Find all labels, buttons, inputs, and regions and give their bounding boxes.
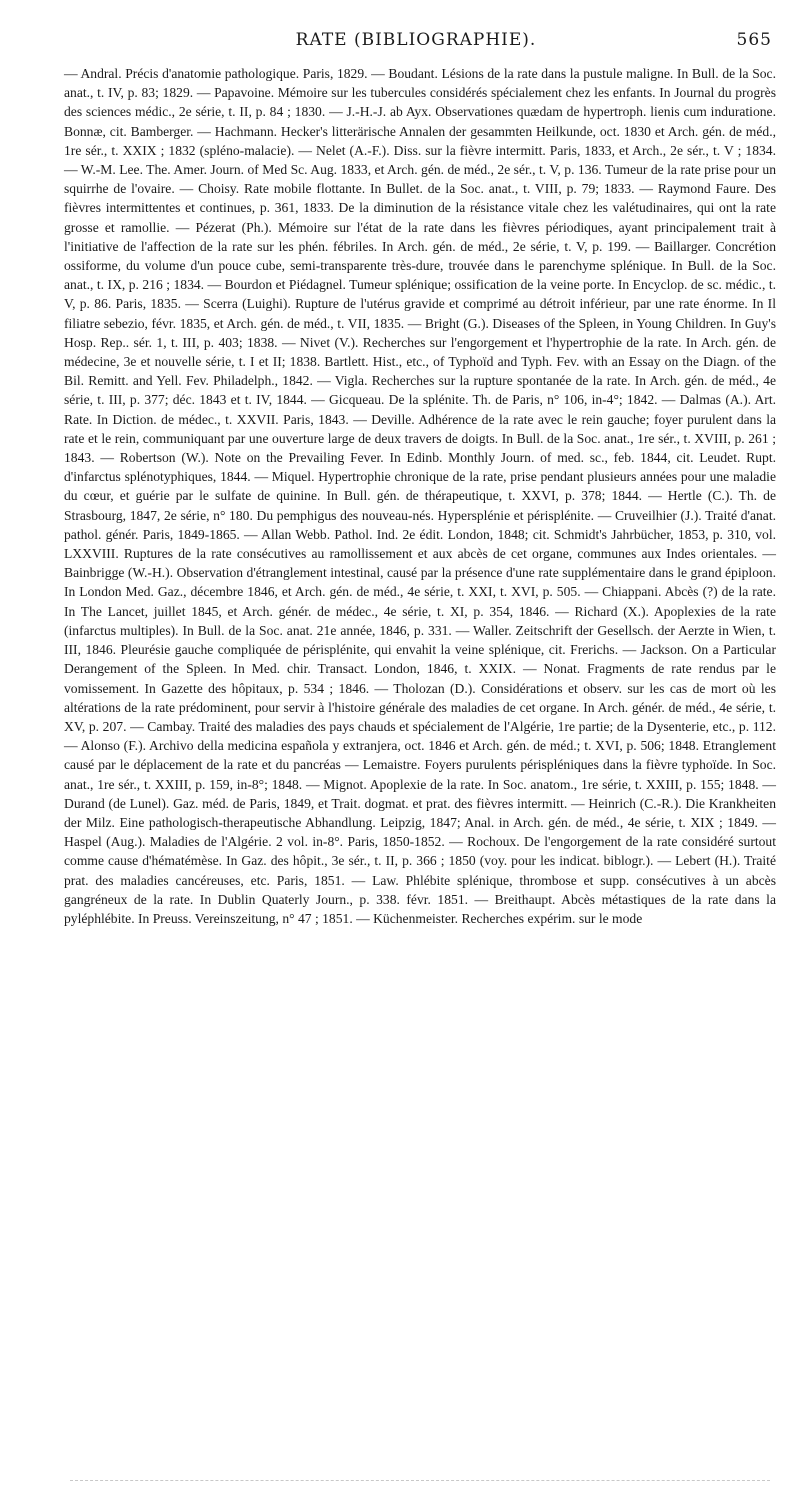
footer-rule — [70, 1480, 770, 1481]
bibliography-paragraph: — Andral. Précis d'anatomie pathologique. Paris, 1829. — Boudant. Lésions de la rate dans la pustule maligne. In Bull. de la Soc. anat., t. IV, p. 83; 1829. — Papavoine. Mémoire sur les tubercules considérés spécialement chez les enfants. In Journal du progrès des sciences médic., 2e série, t. II, p. 84 ; 1830. — J.-H.-J. ab Ayx. Observationes quædam de hypertroph. lienis cum induratione. Bonnæ, cit. Bamberger. — Hachmann. Hecker's litterärische Annalen der gesammten Heilkunde, oct. 1830 et Arch. gén. de méd., 1re sér., t. XXIX ; 1832 (spléno-malacie). — Nelet (A.-F.). Diss. sur la fièvre intermitt. Paris, 1833, et Arch., 2e sér., t. V ; 1834. — W.-M. Lee. The. Amer. Journ. of Med Sc. Aug. 1833, et Arch. gén. de méd., 2e sér., t. V, p. 136. Tumeur de la rate prise pour un squirrhe de l'ovaire. — Choisy. Rate mobile flottante. In Bullet. de la Soc. anat., t. VIII, p. 79; 1833. — Raymond Faure. Des fièvres intermittentes et continues, p. 361, 1833. De la diminution de la résistance vitale chez les valétudinaires, qui ont la rate grosse et ramollie. — Pézerat (Ph.). Mémoire sur l'état de la rate dans les fièvres périodiques, ayant principalement trait à l'initiative de l'affection de la rate sur les phén. fébriles. In Arch. gén. de méd., 2e série, t. V, p. 199. — Baillarger. Concrétion ossiforme, du volume d'un pouce cube, semi-transparente très-dure, trouvée dans le parenchyme splénique. In Bull. de la Soc. anat., t. IX, p. 216 ; 1834. — Bourdon et Piédagnel. Tumeur splénique; ossification de la veine porte. In Encyclop. de sc. médic., t. V, p. 86. Paris, 1835. — Scerra (Luighi). Rupture de l'utérus gravide et comprimé au détroit inférieur, par une rate énorme. In Il filiatre sebezio, févr. 1835, et Arch. gén. de méd., t. VII, 1835. — Bright (G.). Diseases of the Spleen, in Young Children. In Guy's Hosp. Rep.. sér. 1, t. III, p. 403; 1838. — Nivet (V.). Recherches sur l'engorgement et l'hypertrophie de la rate. In Arch. gén. de médecine, 3e et nouvelle série, t. I et II; 1838. Bartlett. Hist., etc., of Typhoïd and Typh. Fev. with an Essay on the Diagn. of the Bil. Remitt. and Yell. Fev. Philadelph., 1842. — Vigla. Recherches sur la rupture spontanée de la rate. In Arch. gén. de méd., 4e série, t. III, p. 377; déc. 1843 et t. IV, 1844. — Gicqueau. De la splénite. Th. de Paris, n° 106, in-4°; 1842. — Dalmas (A.). Art. Rate. In Diction. de médec., t. XXVII. Paris, 1843. — Deville. Adhérence de la rate avec le rein gauche; foyer purulent dans la rate et le rein, communiquant par une ouverture large de deux travers de doigts. In Bull. de la Soc. anat., 1re sér., t. XVIII, p. 261 ; 1843. — Robertson (W.). Note on the Prevailing Fever. In Edinb. Monthly Journ. of med. sc., feb. 1844, cit. Leudet. Rupt. d'infarctus splénotyphiques, 1844. — Miquel. Hypertrophie chronique de la rate, prise pendant plusieurs années pour une maladie du cœur, et guérie par le sulfate de quinine. In Bull. gén. de thérapeutique, t. XXVI, p. 378; 1844. — Hertle (C.). Th. de Strasbourg, 1847, 2e série, n° 180. Du pemphigus des nouveau-nés. Hypersplénie et périsplénite. — Cruveilhier (J.). Traité d'anat. pathol. génér. Paris, 1849-1865. — Allan Webb. Pathol. Ind. 2e édit. London, 1848; cit. Schmidt's Jahrbücher, 1853, p. 310, vol. LXXVIII. Ruptures de la rate consécutives au ramollissement et aux abcès de cet organe, communes aux Indes orientales. — Bainbrigge (W.-H.). Observation d'étranglement intestinal, causé par la présence d'une rate supplémentaire dans le grand épiploon. In London Med. Gaz., décembre 1846, et Arch. gén. de méd., 4e série, t. XXI, t. XVI, p. 505. — Chiappani. Abcès (?) de la rate. In The Lancet, juillet 1845, et Arch. génér. de médec., 4e série, t. XI, p. 354, 1846. — Richard (X.). Apoplexies de la rate (infarctus multiples). In Bull. de la Soc. anat. 21e année, 1846, p. 331. — Waller. Zeitschrift der Gesellsch. der Aerzte in Wien, t. III, 1846. Pleurésie gauche compliquée de périsplénite, qui envahit la veine splénique, cit. Frerichs. — Jackson. On a Particular Derangement of the Spleen. In Med. chir. Transact. London, 1846, t. XXIX. — Nonat. Fragments de rate rendus par le vomissement. In Gazette des hôpitaux, p. 534 ; 1846. — Tholozan (D.). Considérations et observ. sur les cas de mort où les altérations de la rate prédominent, pour servir à l'histoire générale des maladies de cet organe. In Arch. génér. de méd., 4e série, t. XV, p. 207. — Cambay. Traité des maladies des pays chauds et spécialement de l'Algérie, 1re partie; de la Dysenterie, etc., p. 112. — Alonso (F.). Archivo della medicina española y extranjera, oct. 1846 et Arch. gén. de méd.; t. XVI, p. 506; 1848. Etranglement causé par le déplacement de la rate et du pancréas — Lemaistre. Foyers purulents périspléniques dans la fièvre typhoïde. In Soc. anat., 1re sér., t. XXIII, p. 159, in-8°; 1848. — Mignot. Apoplexie de la rate. In Soc. anatom., 1re série, t. XXIII, p. 155; 1848. — Durand (de Lunel). Gaz. méd. de Paris, 1849, et Trait. dogmat. et prat. des fièvres intermitt. — Heinrich (C.-R.). Die Krankheiten der Milz. Eine pathologisch-therapeutische Abhandlung. Leipzig, 1847; Anal. in Arch. gén. de méd., 4e série, t. XIX ; 1849. — Haspel (Aug.). Maladies de l'Algérie. 2 vol. in-8°. Paris, 1850-1852. — Rochoux. De l'engorgement de la rate considéré surtout comme cause d'hématémèse. In Gaz. des hôpit., 3e sér., t. II, p. 366 ; 1850 (voy. pour les indicat. biblogr.). — Lebert (H.). Traité prat. des maladies cancéreuses, etc. Paris, 1851. — Law. Phlébite splénique, thrombose et supp. consécutives à un abcès gangréneux de la rate. In Dublin Quaterly Journ., p. 338. févr. 1851. — Breithaupt. Abcès métastiques de la rate dans la pyléphlébite. In Preuss. Vereinszeitung, n° 47 ; 1851. — Küchenmeister. Recherches expérim. sur le mode — [64, 66, 776, 926]
page-number: 565 — [736, 30, 772, 50]
running-title: RATE (BIBLIOGRAPHIE). — [295, 30, 537, 50]
running-head — [60, 30, 772, 56]
bibliography-block — [64, 64, 776, 928]
